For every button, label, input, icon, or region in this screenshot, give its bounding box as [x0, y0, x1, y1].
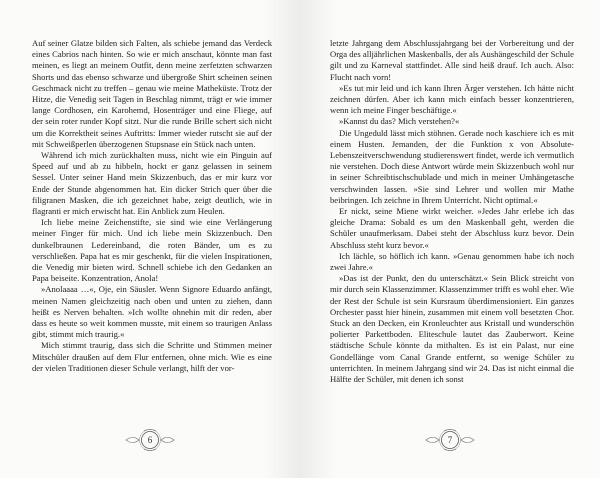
left-page-text: [32, 38, 272, 374]
paragraph: Ich lächle, so höflich ich kann. »Genau genommen habe ich noch zwei Jahre.«: [330, 250, 574, 273]
paragraph: Mich stimmt traurig, dass sich die Schritte und Stimmen meiner Mitschüler draußen auf dem Flur entfernen, ohne mich. Wie es eine der vielen Traditionen dieser Schule verlangt, hilft der vor-: [32, 340, 272, 373]
paragraph: »Anolaaaa …«, Oje, ein Säusler. Wenn Signore Eduardo anfängt, meinen Namen gleichzeitig nach oben und unten zu ziehen, dann heißt es Nerven behalten. »Ich wollte ohnehin mit dir reden, aber dass es heute so weit kommen musste, mit einem so traurigen Anlass gibt, stimmt mich traurig.«: [32, 284, 272, 340]
right-page-text: [330, 38, 574, 385]
page-number-ornament: [420, 428, 480, 452]
paragraph: »Kannst du das? Mich verstehen?«: [339, 116, 460, 127]
paragraph: Er nickt, seine Miene wirkt weicher. »Jedes Jahr erlebe ich das gleiche Drama: Sobald es um den Maskenball geht, werden die Schüler unaufmerksam. Dabei steht der Abschluss kurz bevor. Dein Abschluss steht kurz bevor.«: [330, 206, 574, 250]
right-page: [300, 0, 600, 478]
page-number-ornament: [120, 428, 180, 452]
page-number: 7: [447, 435, 453, 445]
paragraph: Während ich mich zurückhalten muss, nicht wie ein Pinguin auf Speed auf und ab zu hibbeln, hockt er ganz gelassen in seinem Sessel. Unter seiner Hand mein Skizzenbuch, das er mir kurz vor Ende der Stunde abgenommen hat. Ein dicker Strich quer über die filigranen Masken, die ich gezeichnet habe, zeigt deutlich, wie in flagranti er mich erwischt hat. Ein Anblick zum Heulen.: [32, 150, 272, 217]
paragraph: Auf seiner Glatze bilden sich Falten, als schiebe jemand das Verdeck eines Cabrios nach hinten. So wie er mich anschaut, könnte man fast meinen, es liegt an meinem Outfit, denn meine zerfetzten schwarzen Shorts und das ebenso schwarze und übergroße Shirt scheinen seinen Geschmack nicht zu treffen – genau wie meine Matheküste. Trotz der Hitze, die Venedig seit Tagen in Beschlag nimmt, trägt er wie immer lange Cordhosen, ein Karohemd, Hosenträger und eine Fliege, auf der sein roter runder Kopf sitzt. Nur die runde Brille schert sich nicht um die Korrektheit seines Auftritts: Immer wieder rutscht sie auf der mit Schweißperlen überzogenen Stupsnase ein Stück nach unten.: [32, 38, 272, 149]
paragraph: »Es tut mir leid und ich kann Ihren Ärger verstehen. Ich hätte nicht zeichnen dürfen. Aber ich kann mich einfach besser konzentrieren, wenn ich meine Finger beschäftige.«: [330, 82, 574, 116]
paragraph: Ich liebe meine Zeichenstifte, sie sind wie eine Verlängerung meiner Finger für mich. Und ich liebe mein Skizzenbuch. Den dunkelbraunen Ledereinband, die roten Bänder, um es zu verschließen. Papa hat es mir geschenkt, für die vielen Inspirationen, die Venedig mir bieten wird. Schnell schiebe ich den Gedanken an Papa beiseite. Konzentration, Anola!: [32, 217, 272, 284]
paragraph: »Das ist der Punkt, den du unterschätzt.« Sein Blick streicht von mir durch sein Klassenzimmer. Klassenzimmer trifft es wohl eher. Wie der Rest der Schule ist sein Kursraum überdimensioniert. Ein ganzes Orchester passt hier hinein, zusammen mit einem voll besetzten Chor. Stuck an den Decken, ein Kronleuchter aus Kristall und wunderschön polierter Parkettboden. Eliteschule lautet das Zauberwort. Keine städtische Schule könnte da mithalten. Es ist ein Palast, nur eine Gondellänge vom Canal Grande entfernt, so wenige Schüler zu unterrichten. In meinem Jahrgang sind wir 24. Das ist nicht einmal die Hälfte der Schüler, mit denen ich sonst: [330, 273, 574, 385]
paragraph: letzte Jahrgang dem Abschlussjahrgang bei der Vorbereitung und der Orga des alljährlichen Maskenballs, der als Aushängeschild der Schule gilt und zu Karneval stattfindet. Alle sind heiß drauf. Ich auch. Also: Flucht nach vorn!: [330, 38, 574, 82]
page-number: 6: [147, 435, 153, 445]
paragraph: Die Ungeduld lässt mich stöhnen. Gerade noch kaschiere ich es mit einem Husten. Jemanden, der die Funktion x von Absolute-Lebenszeitverschwendung studierenswert findet, werde ich vermutlich nie verstehen. Doch diese Antwort würde mein Skizzenbuch wohl nur in seiner Schreibtischschublade und mich in meiner Umhängetasche verschwinden lassen. »Sie sind Lehrer und wollen mir Mathe beibringen. Ich zeichne in Ihrem Unterricht. Nicht optimal.«: [330, 127, 574, 205]
